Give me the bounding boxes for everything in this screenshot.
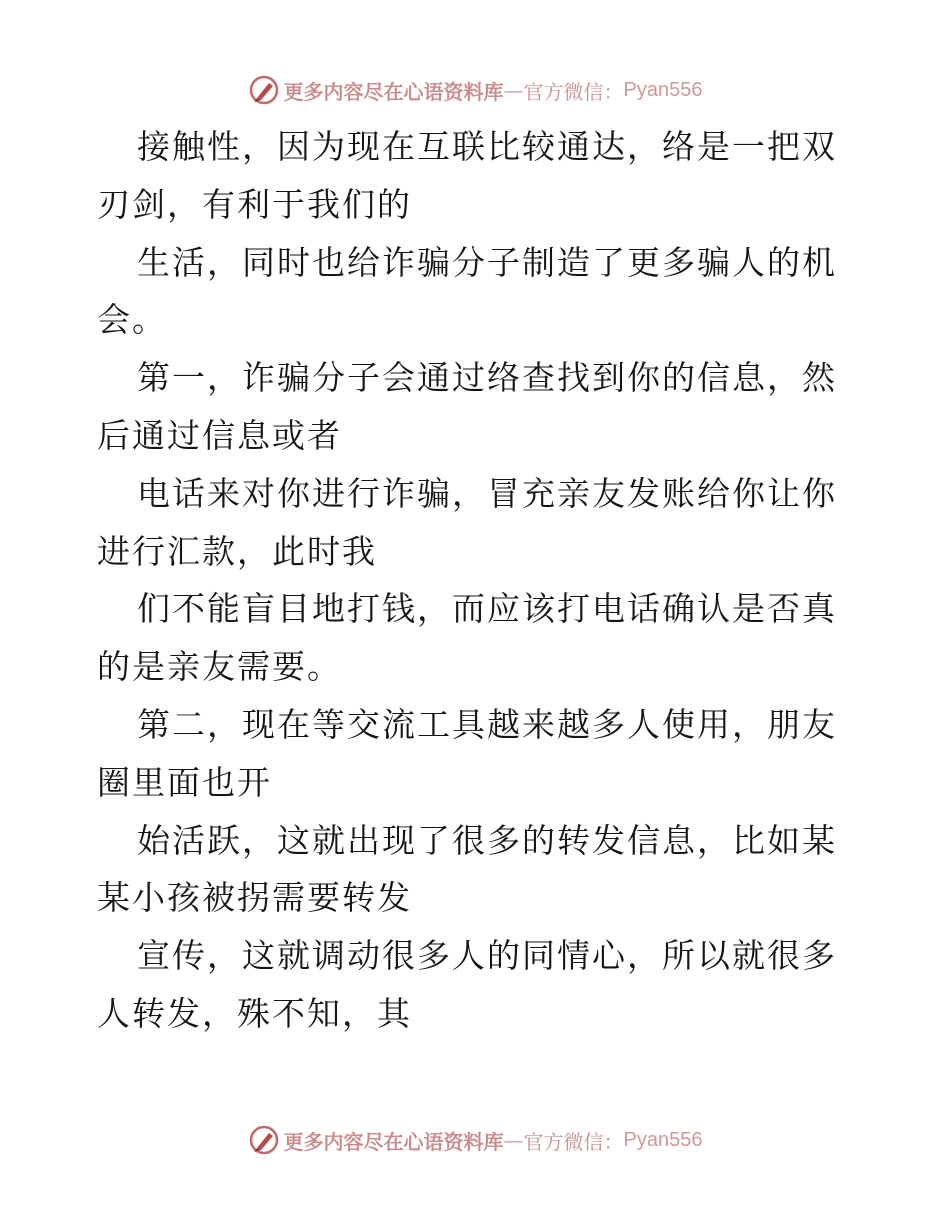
document-body — [97, 118, 857, 1043]
paragraph: 们不能盲目地打钱，而应该打电话确认是否真的是亲友需要。 — [97, 589, 837, 687]
banner-dash: — — [503, 78, 524, 102]
banner-main-text: 更多内容尽在心语资料库 — [283, 1129, 504, 1154]
banner-wechat-id: Pyan556 — [623, 1128, 703, 1151]
paragraph: 第一，诈骗分子会通过络查找到你的信息，然后通过信息或者 — [97, 358, 837, 455]
header-banner — [0, 70, 950, 110]
paragraph: 电话来对你进行诈骗，冒充亲友发账给你让你进行汇款，此时我 — [97, 473, 837, 571]
paragraph: 接触性，因为现在互联比较通达，络是一把双刃剑，有利于我们的 — [97, 127, 837, 224]
paragraph: 生活，同时也给诈骗分子制造了更多骗人的机会。 — [97, 242, 837, 340]
banner-wechat-label: 官方微信： — [523, 79, 624, 104]
footer-banner — [0, 1120, 950, 1160]
banner-main-text: 更多内容尽在心语资料库 — [283, 79, 504, 104]
banner-wechat-id: Pyan556 — [623, 78, 703, 101]
paragraph: 宣传，这就调动很多人的同情心，所以就很多人转发，殊不知，其 — [97, 936, 837, 1033]
banner-wechat-label: 官方微信： — [523, 1129, 624, 1154]
paragraph: 始活跃，这就出现了很多的转发信息，比如某某小孩被拐需要转发 — [97, 820, 837, 918]
pen-logo-icon — [248, 74, 280, 106]
banner-dash: — — [503, 1128, 524, 1152]
pen-logo-icon — [248, 1124, 280, 1156]
paragraph: 第二，现在等交流工具越来越多人使用，朋友圈里面也开 — [97, 704, 837, 802]
